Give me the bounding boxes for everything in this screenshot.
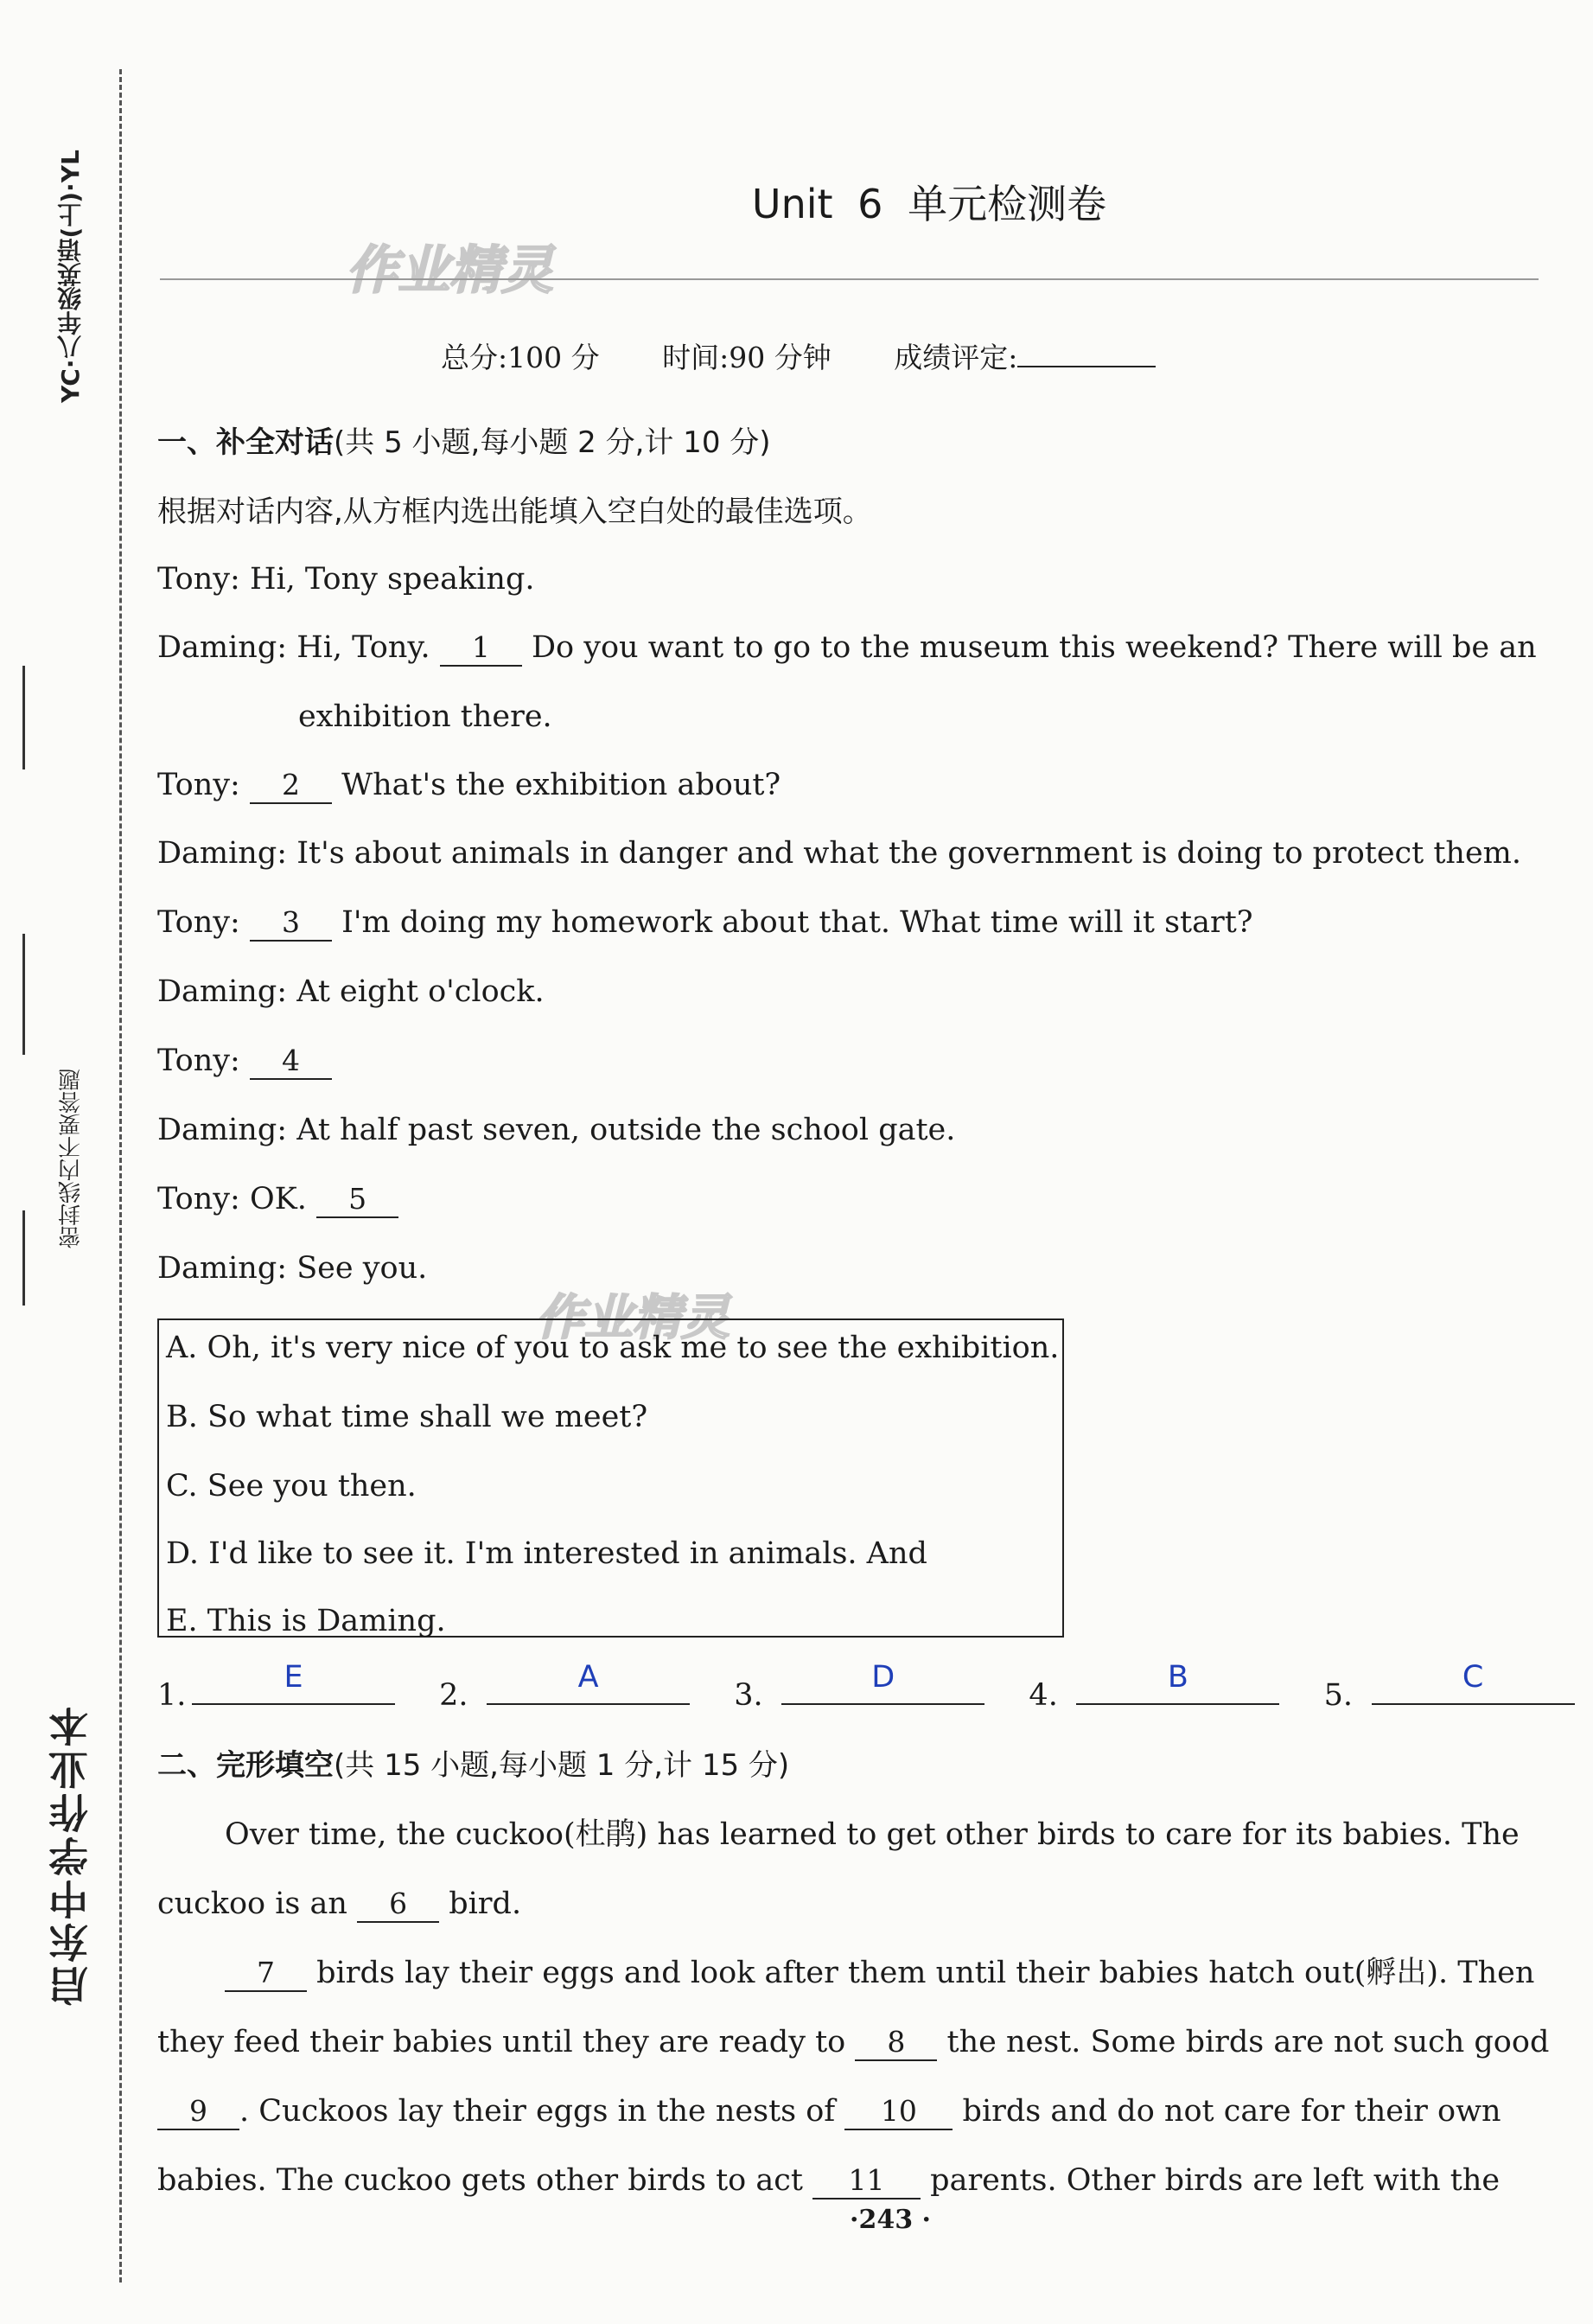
answer-1[interactable]: E [192,1677,395,1705]
exam-time: 时间:90 分钟 [662,341,832,374]
dialogue-line: Daming: At eight o'clock. [157,974,545,1009]
section1-instruction: 根据对话内容,从方框内选出能填入空白处的最佳选项。 [157,495,872,529]
passage-line: cuckoo is an 6 bird. [157,1887,522,1921]
blank-8[interactable]: 8 [855,2027,937,2061]
dialogue-line: Tony: OK. 5 [157,1184,398,1218]
blank-1[interactable]: 1 [440,633,522,667]
answer-row: 1. E 2. A 3. D 4. B 5. C [157,1677,1575,1713]
blank-2[interactable]: 2 [250,770,332,804]
option-c: C. See you then. [166,1469,417,1504]
blank-4[interactable]: 4 [250,1046,332,1080]
watermark: 作业精灵 [536,1290,730,1346]
dialogue-line: Daming: At half past seven, outside the school gate. [157,1113,956,1147]
dialogue-line: Daming: See you. [157,1251,428,1286]
passage-line: 9 . Cuckoos lay their eggs in the nests of 10 birds and do not care for their own [157,2097,1501,2130]
dialogue-line: exhibition there. [298,699,552,734]
passage-line: Over time, the cuckoo(杜鹃) has learned to get other birds to care for its babies. The [225,1817,1520,1852]
blank-3[interactable]: 3 [250,908,332,942]
answer-2[interactable]: A [487,1677,690,1705]
grade-label: 成绩评定: [894,341,1018,374]
blank-5[interactable]: 5 [316,1184,398,1218]
binding-mark [22,934,25,1055]
dialogue-line: Tony: 2 What's the exhibition about? [157,768,781,802]
section2-heading: 二、完形填空(共 15 小题,每小题 1 分,计 15 分) [157,1748,790,1783]
option-a: A. Oh, it's very nice of you to ask me to see the exhibition. [166,1331,1060,1365]
blank-10[interactable]: 10 [844,2097,953,2130]
grade-blank[interactable] [1017,366,1156,367]
dialogue-line: Tony: Hi, Tony speaking. [157,562,535,597]
page-title: Unit 6 单元检测卷 [751,181,1107,227]
option-e: E. This is Daming. [166,1604,446,1638]
passage-line: 7 birds lay their eggs and look after them until their babies hatch out(孵出). Then [225,1958,1534,1992]
book-label: YC·八年级英语(上)·YL [56,150,85,404]
dialogue-line: Daming: Hi, Tony. 1 Do you want to go to the museum this weekend? There will be an [157,630,1537,665]
seal-line-note: 密封线内不要答题 [58,1069,85,1248]
answer-3[interactable]: D [781,1677,984,1705]
option-d: D. I'd like to see it. I'm interested in animals. And [166,1536,927,1571]
answer-5[interactable]: C [1372,1677,1575,1705]
seal-dashed-line [119,69,122,2282]
options-box [157,1318,1064,1638]
dialogue-line: Tony: 3 I'm doing my homework about that. What time will it start? [157,905,1253,940]
blank-11[interactable]: 11 [812,2166,921,2200]
total-score: 总分:100 分 [441,341,600,374]
blank-9[interactable]: 9 [157,2097,239,2130]
answer-4[interactable]: B [1076,1677,1279,1705]
option-b: B. So what time shall we meet? [166,1400,648,1434]
watermark: 作业精灵 [346,240,553,301]
blank-7[interactable]: 7 [225,1958,307,1992]
score-info [441,335,1156,376]
binding-mark [22,1210,25,1306]
dialogue-line: Tony: 4 [157,1046,332,1080]
dialogue-line: Daming: It's about animals in danger and what the government is doing to protect them. [157,836,1521,871]
title-divider [160,278,1539,280]
section1-heading: 一、补全对话(共 5 小题,每小题 2 分,计 10 分) [157,425,771,460]
page-number: ·243 · [850,2205,931,2235]
blank-6[interactable]: 6 [357,1889,439,1923]
passage-line: they feed their babies until they are ready to 8 the nest. Some birds are not such good [157,2025,1550,2059]
passage-line: babies. The cuckoo gets other birds to act 11 parents. Other birds are left with the [157,2163,1501,2198]
school-label: 启东中学作业本 [48,1703,94,2006]
binding-mark [22,666,25,769]
